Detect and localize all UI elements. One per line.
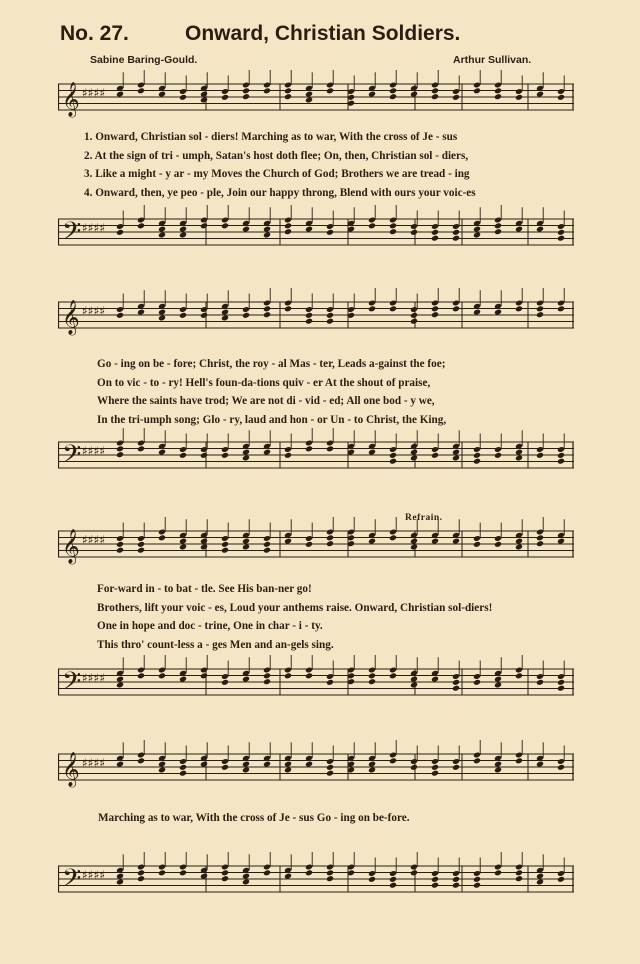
note-head <box>221 452 229 459</box>
system-1-treble-staff <box>58 70 574 130</box>
note-head <box>137 869 145 876</box>
note-head <box>221 869 229 876</box>
clef-icon: 𝄞 <box>62 529 80 564</box>
note-head <box>410 764 418 771</box>
note-head <box>452 94 460 101</box>
note-head <box>368 91 376 98</box>
note-head <box>284 767 292 774</box>
note-head <box>515 672 523 679</box>
note-head <box>179 232 187 239</box>
note-head <box>452 229 460 236</box>
note-head <box>368 672 376 679</box>
note-head <box>284 87 292 94</box>
note-head <box>536 226 544 233</box>
bass-staff-lines <box>58 205 574 265</box>
verse-line: Go - ing on be - fore; Christ, the roy - al Mas - ter, Leads a-gainst the foe; <box>97 358 446 370</box>
note-head <box>389 876 397 883</box>
note-head <box>557 685 565 692</box>
note-head <box>326 764 334 771</box>
verse-line: In the tri-umph song; Glo - ry, laud and hon - or Un - to Christ, the King, <box>97 413 447 426</box>
note-head <box>242 676 250 683</box>
note-head <box>389 452 397 459</box>
note-head <box>557 679 565 686</box>
note-head <box>179 538 187 545</box>
refrain-label: Refrain. <box>405 513 443 523</box>
note-head <box>179 452 187 459</box>
key-signature-icon: ♯♯♯♯ <box>82 86 106 100</box>
note-head <box>431 311 439 318</box>
note-head <box>158 672 166 679</box>
note-head <box>557 94 565 101</box>
verse-line: For-ward in - to bat - tle. See His ban-ner go! <box>97 583 312 595</box>
note-head <box>305 445 313 452</box>
note-head <box>494 682 502 689</box>
note-head <box>221 222 229 229</box>
note-head <box>494 761 502 768</box>
note-head <box>557 538 565 545</box>
note-head <box>305 672 313 679</box>
note-head <box>452 876 460 883</box>
note-head <box>116 541 124 548</box>
note-head <box>494 309 502 316</box>
note-head <box>116 879 124 886</box>
note-head <box>557 229 565 236</box>
note-head <box>242 538 250 545</box>
note-head <box>536 873 544 880</box>
note-head <box>242 455 250 462</box>
note-head <box>494 541 502 548</box>
note-head <box>326 534 334 541</box>
note-head <box>137 757 145 764</box>
system-1-verses <box>84 128 476 202</box>
note-head <box>494 452 502 459</box>
note-head <box>557 876 565 883</box>
note-head <box>158 761 166 768</box>
note-head <box>452 455 460 462</box>
treble-staff-lines <box>58 517 574 577</box>
note-head <box>242 873 250 880</box>
note-head <box>179 676 187 683</box>
note-head <box>494 869 502 876</box>
bass-staff-lines <box>58 428 574 488</box>
note-head <box>158 869 166 876</box>
verse-line: Brothers, lift your voic - es, Loud your anthems raise. Onward, Christian sol-diers! <box>97 601 493 614</box>
note-head <box>305 226 313 233</box>
system-4-treble-staff <box>58 740 574 800</box>
note-head <box>410 318 418 325</box>
note-head <box>473 757 481 764</box>
verse-line: 2. At the sign of tri - umph, Satan's host doth flee; On, then, Christian sol - diers, <box>84 149 469 162</box>
note-head <box>158 767 166 774</box>
system-3-bass-staff <box>58 655 574 715</box>
note-head <box>305 91 313 98</box>
note-head <box>452 449 460 456</box>
note-head <box>200 222 208 229</box>
note-head <box>410 312 418 319</box>
note-head <box>137 547 145 554</box>
system-1-bass-staff <box>58 205 574 265</box>
verse-line: 4. Onward, then, ye peo - ple, Join our happy throng, Blend with ours your voic-es <box>84 186 476 199</box>
note-head <box>158 534 166 541</box>
note-head <box>536 761 544 768</box>
note-head <box>557 458 565 465</box>
note-head <box>116 91 124 98</box>
system-2-bass-staff <box>58 428 574 488</box>
note-head <box>284 761 292 768</box>
note-head <box>431 235 439 242</box>
note-head <box>221 547 229 554</box>
note-head <box>473 876 481 883</box>
note-head <box>221 764 229 771</box>
note-head <box>137 87 145 94</box>
note-head <box>137 541 145 548</box>
system-2-treble-staff <box>58 288 574 348</box>
composer-credit: Arthur Sullivan. <box>453 54 532 66</box>
note-head <box>137 875 145 882</box>
note-head <box>242 767 250 774</box>
note-head <box>116 229 124 236</box>
note-head <box>116 682 124 689</box>
note-head <box>200 873 208 880</box>
note-head <box>263 547 271 554</box>
note-head <box>242 761 250 768</box>
verse-line: 1. Onward, Christian sol - diers! Marching as to war, With the cross of Je - sus <box>84 131 458 143</box>
note-head <box>536 534 544 541</box>
note-head <box>116 451 124 458</box>
note-head <box>536 540 544 547</box>
note-head <box>263 541 271 548</box>
lyricist-credit: Sabine Baring-Gould. <box>90 54 198 66</box>
note-head <box>389 882 397 889</box>
note-head <box>242 87 250 94</box>
note-head <box>116 445 124 452</box>
note-head <box>242 226 250 233</box>
system-4-bass-staff <box>58 852 574 912</box>
note-head <box>263 761 271 768</box>
note-head <box>431 876 439 883</box>
note-head <box>116 676 124 683</box>
note-head <box>389 87 397 94</box>
note-head <box>284 222 292 229</box>
clef-icon: 𝄢 <box>62 667 82 702</box>
note-head <box>494 222 502 229</box>
note-head <box>410 682 418 689</box>
note-head <box>242 93 250 100</box>
note-head <box>431 882 439 889</box>
note-head <box>242 544 250 551</box>
note-head <box>410 455 418 462</box>
hymn-number: No. 27. <box>60 22 129 45</box>
note-head <box>515 305 523 312</box>
note-head <box>515 869 523 876</box>
note-head <box>410 229 418 236</box>
note-head <box>179 869 187 876</box>
note-head <box>473 452 481 459</box>
note-head <box>200 97 208 104</box>
note-head <box>221 315 229 322</box>
note-head <box>326 229 334 236</box>
note-head <box>179 312 187 319</box>
note-head <box>515 94 523 101</box>
note-head <box>137 445 145 452</box>
note-head <box>326 679 334 686</box>
note-head <box>389 305 397 312</box>
key-signature-icon: ♯♯♯♯ <box>82 444 106 458</box>
treble-staff-lines <box>58 740 574 800</box>
note-head <box>326 540 334 547</box>
key-signature-icon: ♯♯♯♯ <box>82 304 106 318</box>
note-head <box>221 875 229 882</box>
note-head <box>452 685 460 692</box>
verse-line: One in hope and doc - trine, One in char - i - ty. <box>97 620 323 632</box>
clef-icon: 𝄢 <box>62 217 82 252</box>
note-head <box>263 226 271 233</box>
note-head <box>263 305 271 312</box>
note-head <box>368 222 376 229</box>
note-head <box>431 87 439 94</box>
note-head <box>284 452 292 459</box>
system-2-verses <box>97 355 446 429</box>
note-head <box>557 235 565 242</box>
clef-icon: 𝄢 <box>62 440 82 475</box>
key-signature-icon: ♯♯♯♯ <box>82 868 106 882</box>
note-head <box>410 676 418 683</box>
note-head <box>158 449 166 456</box>
note-head <box>557 764 565 771</box>
note-head <box>221 679 229 686</box>
note-head <box>221 94 229 101</box>
note-head <box>368 767 376 774</box>
note-head <box>284 873 292 880</box>
note-head <box>473 679 481 686</box>
note-head <box>431 452 439 459</box>
note-head <box>557 305 565 312</box>
note-head <box>431 93 439 100</box>
note-head <box>368 678 376 685</box>
note-head <box>326 869 334 876</box>
treble-staff-lines <box>58 288 574 348</box>
note-head <box>158 315 166 322</box>
note-head <box>158 226 166 233</box>
note-head <box>515 455 523 462</box>
bass-staff-lines <box>58 655 574 715</box>
note-head <box>410 869 418 876</box>
note-head <box>179 770 187 777</box>
note-head <box>284 305 292 312</box>
note-head <box>515 544 523 551</box>
final-lyric-line: Marching as to war, With the cross of Je - sus Go - ing on be-fore. <box>98 812 410 824</box>
note-head <box>284 228 292 235</box>
note-head <box>431 764 439 771</box>
note-head <box>452 882 460 889</box>
note-head <box>305 869 313 876</box>
note-head <box>305 318 313 325</box>
note-head <box>536 305 544 312</box>
note-head <box>263 311 271 318</box>
note-head <box>305 541 313 548</box>
note-head <box>305 761 313 768</box>
note-head <box>536 679 544 686</box>
note-head <box>242 449 250 456</box>
note-head <box>326 770 334 777</box>
note-head <box>368 538 376 545</box>
verse-line: 3. Like a might - y ar - my Moves the Church of God; Brothers we are tread - ing <box>84 168 470 180</box>
note-head <box>284 672 292 679</box>
key-signature-icon: ♯♯♯♯ <box>82 533 106 547</box>
note-head <box>515 757 523 764</box>
verse-line: On to vic - to - ry! Hell's foun-da-tions quiv - er At the shout of praise, <box>97 376 431 389</box>
note-head <box>326 875 334 882</box>
note-head <box>473 226 481 233</box>
note-head <box>494 767 502 774</box>
note-head <box>473 87 481 94</box>
note-head <box>326 318 334 325</box>
key-signature-icon: ♯♯♯♯ <box>82 671 106 685</box>
note-head <box>200 312 208 319</box>
hymn-title: Onward, Christian Soldiers. <box>185 22 461 45</box>
note-head <box>284 93 292 100</box>
note-head <box>305 97 313 104</box>
system-3-treble-staff <box>58 517 574 577</box>
bass-staff-lines <box>58 852 574 912</box>
note-head <box>473 541 481 548</box>
note-head <box>515 226 523 233</box>
note-head <box>368 305 376 312</box>
note-head <box>410 449 418 456</box>
note-head <box>473 232 481 239</box>
note-head <box>116 312 124 319</box>
note-head <box>368 449 376 456</box>
note-head <box>473 882 481 889</box>
note-head <box>179 544 187 551</box>
note-head <box>326 87 334 94</box>
note-head <box>221 541 229 548</box>
note-head <box>179 94 187 101</box>
note-head <box>410 91 418 98</box>
clef-icon: 𝄞 <box>62 300 80 335</box>
key-signature-icon: ♯♯♯♯ <box>82 756 106 770</box>
note-head <box>158 232 166 239</box>
note-head <box>431 770 439 777</box>
note-head <box>221 309 229 316</box>
note-head <box>137 222 145 229</box>
note-head <box>536 452 544 459</box>
note-head <box>200 672 208 679</box>
note-head <box>263 232 271 239</box>
note-head <box>179 764 187 771</box>
note-head <box>284 538 292 545</box>
clef-icon: 𝄢 <box>62 864 82 899</box>
note-head <box>179 226 187 233</box>
note-head <box>116 761 124 768</box>
note-head <box>536 91 544 98</box>
note-head <box>494 93 502 100</box>
treble-staff-lines <box>58 70 574 130</box>
note-head <box>389 228 397 235</box>
note-head <box>326 445 334 452</box>
note-head <box>473 309 481 316</box>
note-head <box>116 547 124 554</box>
note-head <box>389 757 397 764</box>
note-head <box>389 93 397 100</box>
note-head <box>389 458 397 465</box>
key-signature-icon: ♯♯♯♯ <box>82 221 106 235</box>
note-head <box>116 873 124 880</box>
note-head <box>326 312 334 319</box>
note-head <box>263 678 271 685</box>
note-head <box>410 544 418 551</box>
note-head <box>431 305 439 312</box>
note-head <box>494 228 502 235</box>
note-head <box>137 672 145 679</box>
note-head <box>452 538 460 545</box>
note-head <box>515 875 523 882</box>
note-head <box>200 761 208 768</box>
note-head <box>389 534 397 541</box>
note-head <box>305 312 313 319</box>
verse-line: Where the saints have trod; We are not di - vid - ed; All one bod - y we, <box>97 395 435 407</box>
note-head <box>158 309 166 316</box>
note-head <box>242 312 250 319</box>
note-head <box>263 87 271 94</box>
note-head <box>494 87 502 94</box>
note-head <box>389 222 397 229</box>
note-head <box>431 676 439 683</box>
note-head <box>452 235 460 242</box>
note-head <box>200 544 208 551</box>
note-head <box>200 91 208 98</box>
clef-icon: 𝄞 <box>62 82 80 117</box>
note-head <box>431 229 439 236</box>
note-head <box>158 91 166 98</box>
note-head <box>452 679 460 686</box>
note-head <box>263 672 271 679</box>
note-head <box>473 458 481 465</box>
note-head <box>557 452 565 459</box>
note-head <box>263 449 271 456</box>
note-head <box>452 305 460 312</box>
note-head <box>494 676 502 683</box>
note-head <box>515 449 523 456</box>
note-head <box>452 764 460 771</box>
note-head <box>410 538 418 545</box>
note-head <box>200 538 208 545</box>
verse-line: This thro' count-less a - ges Men and an-gels sing. <box>97 638 334 651</box>
clef-icon: 𝄞 <box>62 752 80 787</box>
note-head <box>368 761 376 768</box>
note-head <box>389 672 397 679</box>
note-head <box>515 538 523 545</box>
system-3-verses <box>97 580 492 654</box>
note-head <box>368 876 376 883</box>
note-head <box>137 309 145 316</box>
note-head <box>536 311 544 318</box>
note-head <box>536 879 544 886</box>
note-head <box>242 879 250 886</box>
note-head <box>431 538 439 545</box>
note-head <box>200 452 208 459</box>
note-head <box>263 869 271 876</box>
